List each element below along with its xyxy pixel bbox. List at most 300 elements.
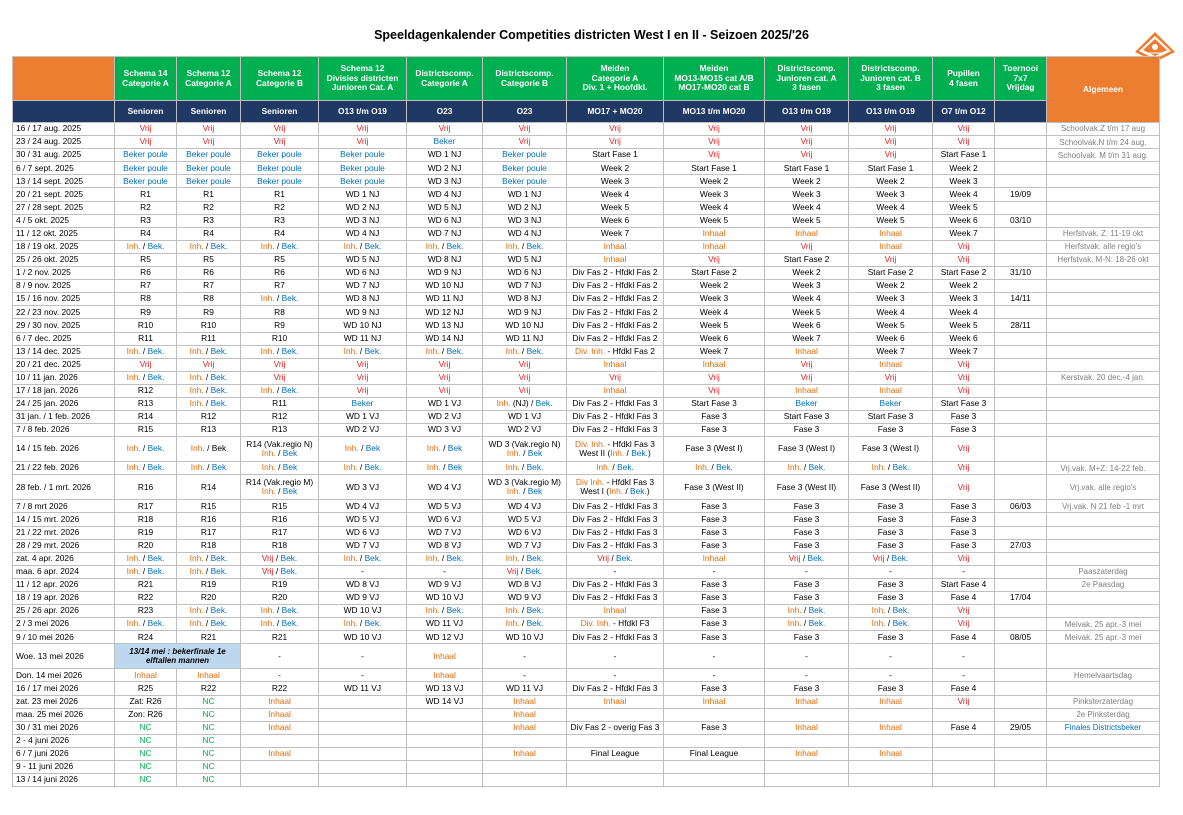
schedule-cell [241, 644, 319, 669]
date-cell: 9 / 10 mei 2026 [13, 631, 115, 644]
schedule-cell [483, 319, 567, 332]
table-row [13, 774, 1160, 787]
cell-text: Inhaal [879, 748, 902, 759]
column-header-5 [483, 57, 567, 101]
table-row [13, 267, 1160, 280]
date-cell: 13 / 14 sept. 2025 [13, 175, 115, 188]
date-cell: 13 / 14 dec. 2025 [13, 345, 115, 358]
cell-text: R1 [203, 188, 214, 199]
table-row [13, 358, 1160, 371]
cell-text: / [140, 566, 148, 577]
cell-text: 31/10 [1010, 267, 1031, 278]
schedule-cell [241, 136, 319, 149]
schedule-cell [115, 695, 177, 708]
schedule-cell [933, 539, 995, 552]
cell-text: Vrij [518, 123, 531, 134]
column-header-line: Pupillen [947, 67, 980, 78]
date-cell: 28 feb. / 1 mrt. 2026 [13, 475, 115, 500]
schedule-cell [933, 644, 995, 669]
schedule-cell [241, 319, 319, 332]
schedule-cell [849, 526, 933, 539]
schedule-cell [407, 734, 483, 747]
schedule-cell [1047, 462, 1160, 475]
cell-text: Beker poule [123, 175, 168, 186]
schedule-cell [177, 526, 241, 539]
cell-text: / [439, 345, 447, 356]
cell-text: Vrij [957, 695, 970, 706]
cell-text: Div Fas 2 - Hfdkl Fas 3 [572, 592, 658, 603]
column-header-line: Algemeen [1082, 83, 1124, 94]
cell-text: Vrij [957, 123, 970, 134]
schedule-cell [933, 462, 995, 475]
cell-text: Vrij [884, 372, 897, 382]
cell-text: - [889, 566, 892, 577]
cell-text: Inh. [871, 605, 886, 616]
schedule-cell [483, 682, 567, 695]
schedule-cell [1047, 188, 1160, 201]
date-cell: 1 / 2 nov. 2025 [13, 267, 115, 280]
cell-text: Bek. [364, 345, 382, 356]
cell-text: WD 8 NJ [427, 254, 462, 265]
cell-text: Vrj.vak. N 21 feb -1 mrt [1062, 501, 1144, 511]
schedule-cell [115, 437, 177, 462]
cell-text: Inhaal [702, 358, 726, 369]
cell-text: WD 10 NJ [343, 319, 382, 330]
cell-text: Fase 3 [793, 500, 820, 511]
date-cell: 20 / 21 dec. 2025 [13, 358, 115, 371]
cell-text: West II ( [579, 448, 611, 459]
schedule-cell [177, 332, 241, 345]
cell-text: WD 8 VJ [427, 539, 462, 550]
cell-text: Fase 3 [793, 513, 820, 524]
table-row [13, 682, 1160, 695]
schedule-cell [483, 618, 567, 631]
schedule-cell [664, 201, 765, 214]
schedule-cell [849, 214, 933, 227]
schedule-cell [933, 345, 995, 358]
schedule-cell [483, 462, 567, 475]
cell-text: R19 [271, 579, 288, 590]
schedule-cell [933, 747, 995, 760]
table-row [13, 500, 1160, 513]
schedule-cell [319, 695, 407, 708]
cell-text: Vrij [438, 358, 451, 369]
cell-text: Week 3 [949, 175, 978, 186]
schedule-cell [241, 631, 319, 644]
cell-text: Bek. [446, 605, 464, 616]
schedule-cell [849, 319, 933, 332]
schedule-cell [849, 682, 933, 695]
table-row [13, 345, 1160, 358]
cell-text: Inhaal [879, 358, 902, 369]
cell-text: - [962, 650, 965, 661]
column-subheader-10: O7 t/m O12 [933, 101, 995, 123]
cell-text: Bek. [147, 566, 165, 577]
schedule-cell [849, 565, 933, 578]
schedule-cell [567, 136, 664, 149]
cell-text: / [203, 566, 211, 577]
schedule-cell [567, 605, 664, 618]
cell-text: Week 2 [876, 175, 905, 186]
schedule-cell [1047, 708, 1160, 721]
schedule-cell [664, 175, 765, 188]
date-cell: 24 / 25 jan. 2026 [13, 397, 115, 410]
cell-text: - [805, 669, 808, 680]
schedule-cell [1047, 227, 1160, 240]
schedule-cell [567, 708, 664, 721]
cell-text: Vrij [518, 385, 531, 396]
schedule-cell [664, 618, 765, 631]
schedule-cell [115, 280, 177, 293]
table-row [13, 462, 1160, 475]
schedule-cell [1047, 280, 1160, 293]
column-header-line: MO17-MO20 cat B [678, 82, 750, 93]
schedule-cell [849, 188, 933, 201]
cell-text: Bek. [525, 566, 543, 577]
schedule-cell [241, 669, 319, 682]
schedule-cell [241, 747, 319, 760]
schedule-cell [241, 475, 319, 500]
schedule-cell [241, 565, 319, 578]
cell-text: WD 3 (Vak.regio N) [488, 438, 561, 449]
cell-text: Vrij [957, 605, 970, 616]
schedule-cell [995, 267, 1047, 280]
cell-text: Fase 3 [701, 618, 727, 629]
cell-text: R16 [271, 513, 288, 524]
schedule-cell [115, 592, 177, 605]
cell-text: Inh. [189, 605, 204, 616]
column-header-line: Schema 14 [123, 67, 168, 78]
cell-text: Vrij [872, 552, 885, 563]
schedule-cell [483, 513, 567, 526]
cell-text: Fase 3 [877, 526, 904, 537]
schedule-cell [115, 306, 177, 319]
schedule-cell [765, 136, 849, 149]
schedule-cell [765, 332, 849, 345]
schedule-cell [241, 358, 319, 371]
cell-text: Start Fase 1 [691, 162, 737, 173]
schedule-cell [933, 306, 995, 319]
schedule-cell [995, 682, 1047, 695]
schedule-cell [995, 734, 1047, 747]
cell-text: Vrij [506, 566, 519, 577]
schedule-cell [849, 592, 933, 605]
schedule-cell [849, 162, 933, 175]
cell-text: Fase 3 [877, 579, 904, 590]
cell-text: Inhaal [795, 227, 818, 238]
cell-text: Vrij [273, 136, 286, 147]
cell-text: WD 5 VJ [507, 513, 542, 524]
cell-text: / [203, 618, 211, 629]
schedule-cell [849, 475, 933, 500]
schedule-cell [995, 565, 1047, 578]
schedule-cell [241, 552, 319, 565]
schedule-cell [567, 371, 664, 384]
cell-text: Inh. [126, 372, 141, 382]
schedule-cell [849, 397, 933, 410]
cell-text: - [613, 650, 617, 661]
schedule-cell [1047, 475, 1160, 500]
cell-text: 13/14 mei : bekerfinale 1e elftallen mannen [129, 647, 226, 666]
schedule-cell [567, 747, 664, 760]
cell-text: Fase 3 [877, 500, 904, 511]
schedule-cell [407, 397, 483, 410]
cell-text: / [140, 462, 148, 473]
cell-text: Vrij [356, 136, 369, 147]
cell-text: WD 2 NJ [427, 162, 462, 173]
schedule-cell [995, 539, 1047, 552]
cell-text: WD 6 VJ [507, 526, 542, 537]
cell-text: / [203, 385, 211, 396]
schedule-cell [849, 708, 933, 721]
cell-text: WD 9 VJ [427, 579, 462, 590]
schedule-cell [567, 227, 664, 240]
schedule-cell [933, 384, 995, 397]
cell-text: Fase 3 [877, 513, 904, 524]
cell-text: R21 [271, 631, 288, 642]
cell-text: 27/03 [1010, 539, 1031, 550]
cell-text: Vrj.vak. alle regio's [1069, 482, 1137, 492]
cell-text: WD 4 VJ [345, 500, 380, 511]
cell-text: Bek. [210, 241, 228, 252]
column-header-line: Categorie A [185, 77, 232, 88]
table-row [13, 162, 1160, 175]
cell-text: Inh. [425, 552, 440, 563]
schedule-cell [567, 475, 664, 500]
schedule-cell [177, 123, 241, 136]
schedule-cell [407, 761, 483, 774]
schedule-cell [933, 253, 995, 266]
schedule-cell [849, 332, 933, 345]
column-header-line: Junioren cat. A [776, 72, 837, 83]
schedule-cell [1047, 669, 1160, 682]
cell-text: Vrij [957, 385, 970, 396]
schedule-cell [995, 227, 1047, 240]
cell-text: Inhaal [268, 748, 291, 759]
cell-text: - [712, 650, 716, 661]
table-row [13, 721, 1160, 734]
schedule-cell [995, 761, 1047, 774]
schedule-cell [849, 513, 933, 526]
cell-text: Vrij [273, 372, 286, 382]
schedule-cell [483, 397, 567, 410]
schedule-cell [241, 411, 319, 424]
schedule-cell [765, 708, 849, 721]
cell-text: WD 10 VJ [505, 631, 544, 642]
schedule-cell [1047, 136, 1160, 149]
cell-text: - [889, 669, 892, 680]
schedule-cell [319, 345, 407, 358]
schedule-cell [319, 682, 407, 695]
cell-text: Beker poule [257, 149, 302, 160]
schedule-cell [177, 721, 241, 734]
schedule-cell [995, 319, 1047, 332]
schedule-cell [407, 162, 483, 175]
cell-text: Fase 3 (West I) [777, 443, 836, 454]
cell-text: Bek. [892, 618, 910, 629]
column-header-6 [567, 57, 664, 101]
cell-text: Inhaal [879, 721, 902, 732]
date-cell: maa. 25 mei 2026 [13, 708, 115, 721]
schedule-cell [319, 280, 407, 293]
cell-text: WD 5 NJ [427, 201, 462, 212]
schedule-cell [319, 578, 407, 591]
schedule-cell [177, 424, 241, 437]
schedule-cell [177, 411, 241, 424]
schedule-cell [933, 631, 995, 644]
schedule-cell [995, 332, 1047, 345]
schedule-cell [177, 631, 241, 644]
schedule-cell [407, 188, 483, 201]
column-header-line: MO13-MO15 cat A/B [674, 72, 754, 83]
column-header-4 [407, 57, 483, 101]
schedule-cell [115, 397, 177, 410]
column-header-0 [115, 57, 177, 101]
schedule-cell [567, 188, 664, 201]
cell-text: WD 6 NJ [345, 267, 380, 278]
schedule-cell [765, 462, 849, 475]
schedule-cell [241, 162, 319, 175]
schedule-cell [567, 149, 664, 162]
cell-text: WD 3 VJ [345, 481, 380, 492]
schedule-cell [115, 424, 177, 437]
schedule-cell [319, 734, 407, 747]
cell-text: Week 7 [600, 227, 630, 238]
schedule-cell [319, 475, 407, 500]
cell-text: Fase 3 [793, 682, 820, 693]
schedule-cell [849, 358, 933, 371]
schedule-cell [849, 123, 933, 136]
cell-text: Beker poule [502, 175, 547, 186]
schedule-cell [241, 682, 319, 695]
schedule-cell [567, 774, 664, 787]
schedule-cell [995, 644, 1047, 669]
cell-text: Bek. [147, 618, 165, 629]
cell-text: Vrij [800, 136, 813, 147]
cell-text: WD 13 VJ [425, 682, 464, 693]
cell-text: Vrij [788, 552, 801, 563]
schedule-cell [115, 682, 177, 695]
cell-text: WD 7 NJ [507, 280, 542, 291]
cell-text: Fase 3 [701, 579, 727, 590]
schedule-cell [995, 592, 1047, 605]
cell-text: / [519, 552, 527, 563]
column-header-line: 4 fasen [949, 77, 978, 88]
schedule-cell [567, 397, 664, 410]
schedule-cell [241, 345, 319, 358]
schedule-cell [319, 708, 407, 721]
schedule-cell [407, 747, 483, 760]
cell-text: Div Fas 2 - Hfdkl Fas 3 [572, 398, 658, 409]
cell-text: Inh. [343, 345, 358, 356]
schedule-cell [567, 437, 664, 462]
schedule-cell [241, 123, 319, 136]
schedule-cell [115, 734, 177, 747]
schedule-cell [483, 695, 567, 708]
cell-text: Inh. [261, 462, 276, 473]
column-header-12 [1047, 57, 1160, 123]
schedule-cell [319, 592, 407, 605]
cell-text: NC [202, 748, 215, 759]
date-cell: 22 / 23 nov. 2025 [13, 306, 115, 319]
schedule-cell [177, 605, 241, 618]
cell-text: Vrij [202, 358, 215, 369]
cell-text: Inhaal [603, 605, 627, 616]
cell-text: / [275, 462, 283, 473]
cell-text: Beker poule [186, 175, 231, 186]
schedule-cell [407, 175, 483, 188]
schedule-cell [765, 149, 849, 162]
cell-text: Fase 3 [877, 682, 904, 693]
cell-text: WD 3 VJ [427, 424, 462, 435]
schedule-cell [483, 123, 567, 136]
cell-text: Week 2 [699, 280, 729, 291]
column-header-line: Meiden [699, 63, 729, 74]
table-row [13, 437, 1160, 462]
cell-text: WD 7 VJ [427, 526, 462, 537]
schedule-cell [765, 669, 849, 682]
cell-text: Bek. [716, 462, 733, 473]
schedule-cell [407, 437, 483, 462]
table-row [13, 605, 1160, 618]
column-header-line: Vrijdag [1006, 82, 1035, 93]
cell-text: Vrij [261, 552, 274, 563]
cell-text: Inhaal [879, 695, 902, 706]
schedule-cell [1047, 682, 1160, 695]
cell-text: WD 11 VJ [343, 682, 382, 693]
cell-text: / [140, 345, 148, 356]
cell-text: Start Fase 2 [867, 267, 914, 278]
schedule-cell [765, 358, 849, 371]
schedule-cell [995, 695, 1047, 708]
cell-text: WD 8 NJ [507, 293, 542, 304]
cell-text: Inhaal [795, 695, 818, 706]
schedule-cell [1047, 345, 1160, 358]
cell-text: Inhaal [879, 227, 902, 238]
cell-text: Inhaal [268, 695, 291, 706]
schedule-cell [483, 424, 567, 437]
schedule-cell [933, 552, 995, 565]
schedule-cell [849, 734, 933, 747]
schedule-cell [483, 332, 567, 345]
cell-text: Inh. [787, 462, 802, 473]
cell-text: / Bek [204, 443, 227, 454]
cell-text: Vrij [800, 149, 813, 160]
cell-text: Bek [282, 448, 298, 459]
schedule-cell [115, 747, 177, 760]
schedule-cell [933, 240, 995, 253]
date-cell: 7 / 8 mrt 2026 [13, 500, 115, 513]
cell-text: R16 [137, 481, 154, 492]
schedule-cell [1047, 592, 1160, 605]
cell-text: / [203, 345, 211, 356]
cell-text: Bek. [526, 552, 544, 563]
cell-text: Div. Inh. [580, 618, 611, 629]
schedule-cell [177, 669, 241, 682]
cell-text: Bek. [147, 372, 165, 382]
cell-text: R20 [200, 592, 217, 603]
schedule-cell [407, 552, 483, 565]
date-cell: 6 / 7 dec. 2025 [13, 332, 115, 345]
schedule-cell [483, 136, 567, 149]
cell-text: - [805, 566, 808, 577]
cell-text: - Hfdkl Fas 3 [605, 438, 655, 449]
cell-text: Fase 3 [877, 631, 904, 642]
schedule-cell [1047, 734, 1160, 747]
cell-text: Bek. [616, 552, 633, 563]
date-cell: 8 / 9 nov. 2025 [13, 280, 115, 293]
schedule-cell [765, 526, 849, 539]
